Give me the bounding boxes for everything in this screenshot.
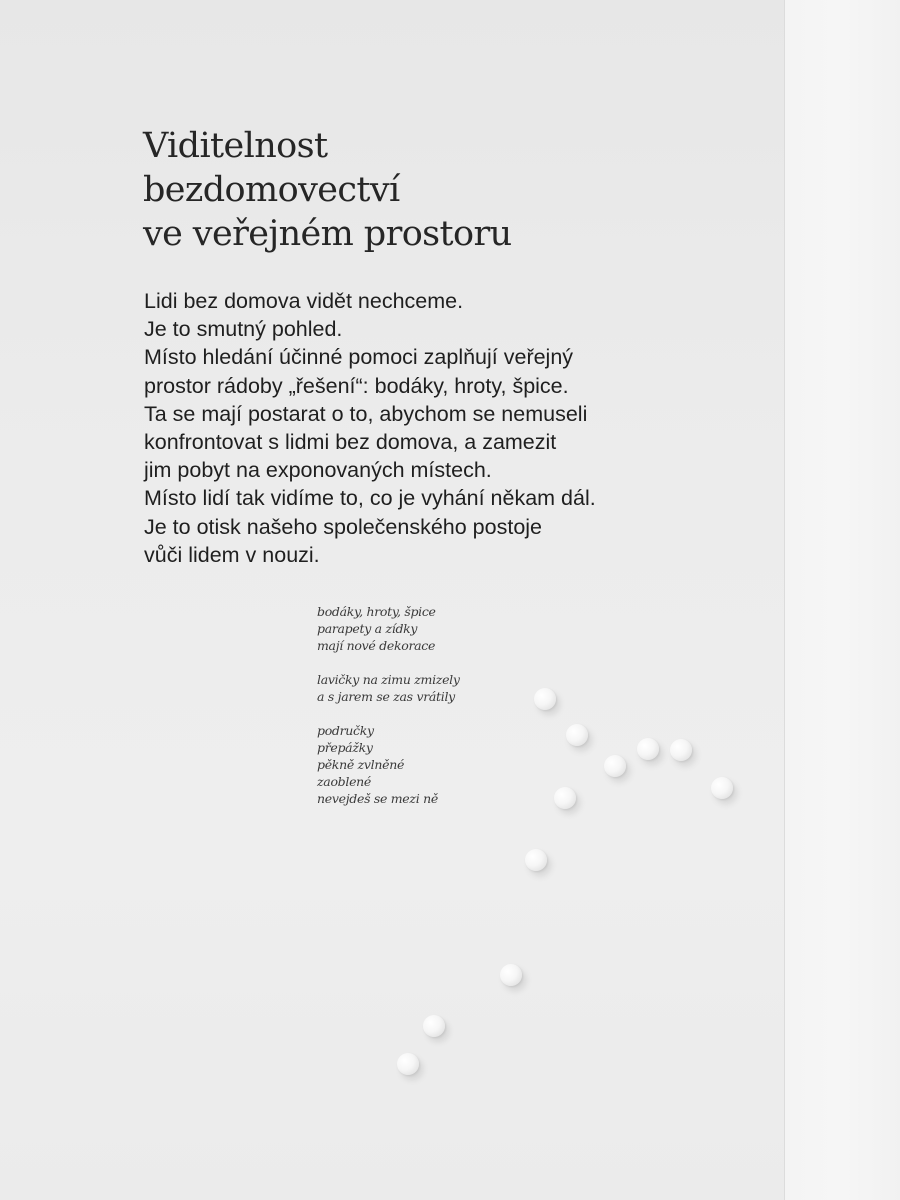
poem-line: područky: [317, 723, 374, 738]
wall-knob: [566, 724, 588, 746]
description-line: vůči lidem v nouzi.: [144, 542, 320, 567]
wall-knob: [637, 738, 659, 760]
poem-stanza: [317, 671, 517, 705]
poem-line: mají nové dekorace: [317, 638, 436, 653]
description-line: Místo lidí tak vidíme to, co je vyhání někam dál.: [144, 486, 596, 511]
poem-line: nevejdeš se mezi ně: [317, 791, 438, 806]
poem-line: pěkně zvlněné: [317, 757, 405, 772]
poem-line: a s jarem se zas vrátily: [317, 689, 455, 704]
wall-knob: [604, 755, 626, 777]
wall-knob: [534, 688, 556, 710]
description-line: Ta se mají postarat o to, abychom se nemuseli: [144, 401, 588, 426]
wall-knob: [423, 1015, 445, 1037]
wall-corner: [784, 0, 785, 1200]
description-line: jim pobyt na exponovaných místech.: [144, 458, 492, 483]
poem-line: parapety a zídky: [317, 621, 418, 636]
description-line: konfrontovat s lidmi bez domova, a zamezit: [144, 430, 557, 455]
description-line: Místo hledání účinné pomoci zaplňují veřejný: [144, 345, 574, 370]
title-line: ve veřejném prostoru: [143, 214, 512, 254]
description-line: prostor rádoby „řešení“: bodáky, hroty, špice.: [144, 373, 569, 398]
title-line: Viditelnost: [143, 126, 328, 166]
adjacent-wall: [785, 0, 900, 1200]
poem-stanza: [317, 722, 517, 807]
poem-line: bodáky, hroty, špice: [317, 604, 436, 619]
wall-knob: [500, 964, 522, 986]
poem-line: zaoblené: [317, 774, 372, 789]
poem-line: přepážky: [317, 740, 373, 755]
wall-knob: [525, 849, 547, 871]
poem-stanza: [317, 603, 517, 654]
wall-knob: [711, 777, 733, 799]
poem: [317, 603, 517, 824]
wall-knob: [670, 739, 692, 761]
wall-knob: [554, 787, 576, 809]
poem-line: lavičky na zimu zmizely: [317, 672, 460, 687]
title-line: bezdomovectví: [143, 170, 400, 210]
exhibit-title: [143, 124, 703, 256]
exhibit-description: [144, 287, 704, 569]
description-line: Je to otisk našeho společenského postoje: [144, 514, 543, 539]
wall-knob: [397, 1053, 419, 1075]
description-line: Je to smutný pohled.: [144, 317, 343, 342]
description-line: Lidi bez domova vidět nechceme.: [144, 289, 464, 313]
